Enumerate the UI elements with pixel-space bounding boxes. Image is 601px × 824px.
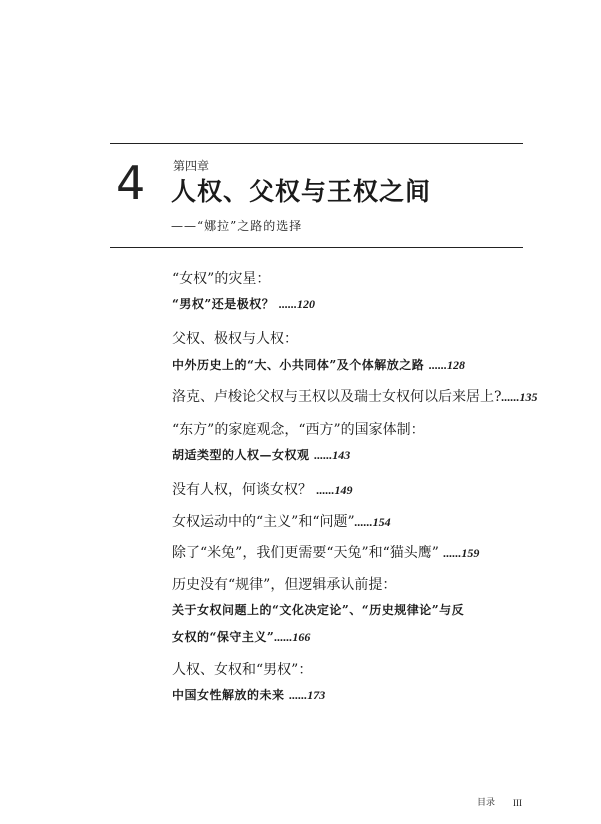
entry-text: 关于女权问题上的“文化决定论”、“历史规律论”与反: [172, 603, 465, 617]
entry-text: 中外历史上的“大、小共同体”及个体解放之路: [172, 358, 429, 372]
toc-entry[interactable]: [172, 270, 270, 288]
entry-text: 女权运动中的“主义”和“问题”: [172, 514, 355, 530]
entry-text: 女权的“保守主义”: [172, 630, 275, 644]
toc-entry[interactable]: [172, 544, 479, 562]
entry-page: ......143: [314, 448, 351, 462]
entry-text: 洛克、卢梭论父权与王权以及瑞士女权何以后来居上?: [172, 389, 502, 405]
entry-text: “女权”的灾星：: [172, 271, 271, 287]
toc-entry[interactable]: [172, 421, 425, 439]
entry-text: 胡适类型的人权—女权观: [172, 448, 315, 462]
top-rule: [110, 143, 523, 144]
entry-page: ......173: [289, 688, 326, 702]
entry-page: ......120: [278, 297, 315, 311]
toc-entry[interactable]: [172, 481, 352, 499]
toc-entry[interactable]: [172, 447, 350, 463]
toc-entry[interactable]: [172, 330, 298, 348]
chapter-subtitle: ——“娜拉”之路的选择: [171, 219, 303, 233]
chapter-title: 人权、父权与王权之间: [171, 177, 432, 206]
toc-entry[interactable]: [172, 576, 396, 594]
entry-text: 历史没有“规律”，但逻辑承认前提：: [172, 577, 397, 593]
chapter-number: 4: [116, 156, 146, 210]
entry-page: ......149: [316, 483, 353, 497]
toc-entry[interactable]: [172, 687, 325, 703]
toc-entry[interactable]: [172, 296, 315, 312]
chapter-label: 第四章: [173, 159, 210, 173]
toc-entry[interactable]: [172, 629, 310, 645]
entry-text: 人权、女权和“男权”：: [172, 662, 313, 678]
entry-page: ......128: [428, 358, 465, 372]
toc-entry[interactable]: [172, 602, 464, 618]
entry-page: ......135: [501, 390, 538, 404]
entry-page: ......166: [274, 630, 311, 644]
toc-entry[interactable]: [172, 513, 391, 531]
footer-label: 目录: [477, 798, 496, 808]
toc-entry[interactable]: [172, 357, 465, 373]
entry-text: 除了“米兔”，我们更需要“天兔”和“猫头鹰”: [172, 545, 444, 561]
toc-entry[interactable]: [172, 388, 538, 406]
bottom-rule: [110, 247, 523, 248]
toc-entry[interactable]: [172, 661, 312, 679]
entry-text: “东方”的家庭观念，“西方”的国家体制：: [172, 422, 425, 438]
footer-page-number: III: [513, 798, 522, 808]
entry-text: “男权”还是极权？: [172, 297, 279, 311]
entry-page: ......159: [443, 546, 480, 560]
entry-text: 中国女性解放的未来: [172, 688, 290, 702]
entry-page: ......154: [354, 515, 391, 529]
entry-text: 父权、极权与人权：: [172, 331, 298, 347]
entry-text: 没有人权，何谈女权？: [172, 482, 317, 498]
